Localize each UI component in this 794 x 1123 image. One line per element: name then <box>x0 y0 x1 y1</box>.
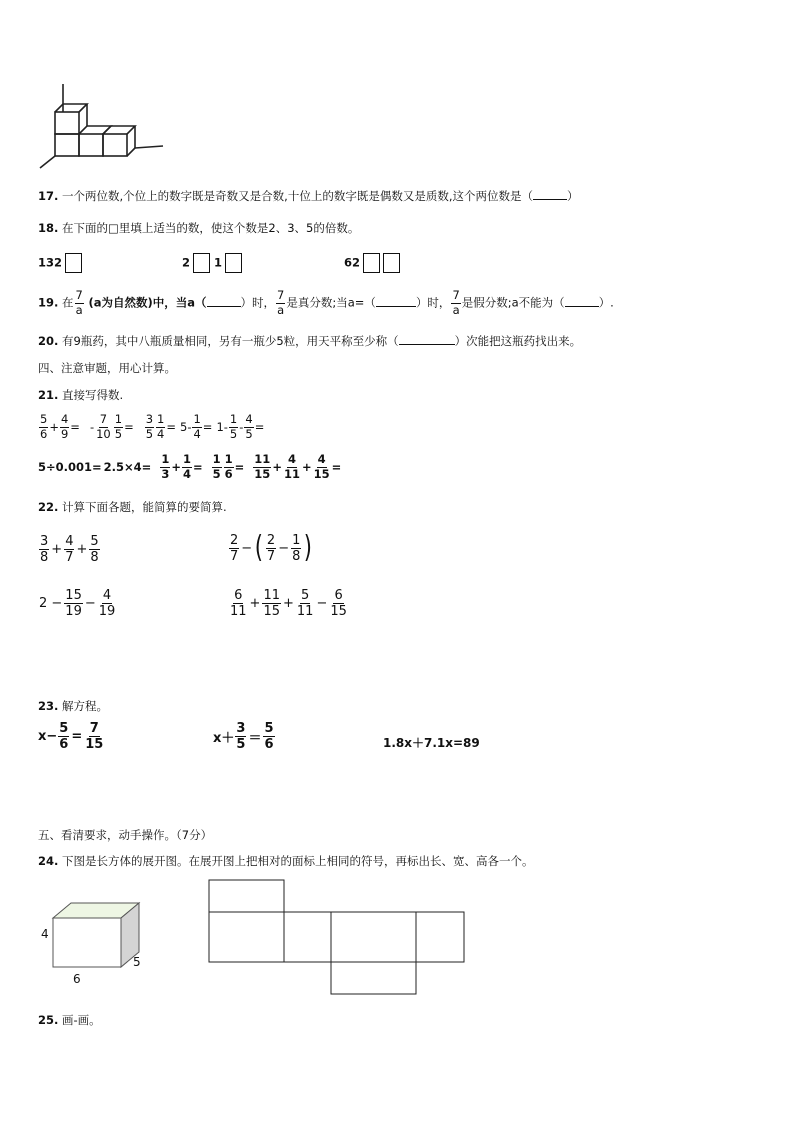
fraction: $\frac{5}{6}$ <box>264 721 274 752</box>
operator: + <box>76 542 88 557</box>
net-face-2 <box>284 912 331 962</box>
digits: 1 <box>214 255 223 270</box>
operator: + <box>249 596 261 611</box>
answer-blank[interactable] <box>207 296 241 307</box>
fraction: $\frac{11}{15}$ <box>263 588 280 619</box>
question-title: 计算下面各题，能简算的要简算. <box>62 500 227 514</box>
fraction: $\frac{1}{5}$ <box>212 452 221 481</box>
answer-blank[interactable] <box>376 296 416 307</box>
question-20 <box>38 333 581 349</box>
fraction: $\frac{1}{4}$ <box>193 412 201 441</box>
text: 2 − <box>39 596 63 611</box>
fraction: $\frac{4}{9}$ <box>60 412 69 441</box>
question-number: 22. <box>38 500 59 514</box>
fraction-7-over-a: $\frac{7}{a}$ <box>277 288 285 317</box>
answer-blank[interactable] <box>533 189 567 200</box>
question-25 <box>38 1012 101 1028</box>
equals: = <box>124 420 134 434</box>
cuboid-net[interactable] <box>207 878 469 998</box>
operator: + <box>49 420 59 434</box>
fraction: $\frac{7}{10}$ <box>96 412 111 441</box>
fraction: $\frac{2}{7}$ <box>230 532 239 564</box>
question-18 <box>38 220 359 236</box>
cuboid-length-label: 6 <box>73 972 81 986</box>
fraction: $\frac{11}{15}$ <box>254 452 271 481</box>
fraction: $\frac{5}{6}$ <box>59 721 69 752</box>
q22-calc-1 <box>38 535 101 564</box>
question-17 <box>38 188 579 204</box>
operator: + <box>171 460 181 474</box>
net-face-3 <box>331 912 416 962</box>
net-face-1 <box>209 912 284 962</box>
fraction: $\frac{1}{4}$ <box>157 412 165 441</box>
operator: + <box>51 542 63 557</box>
q22-calc-2 <box>228 530 314 565</box>
q23-equation-1 <box>38 722 105 751</box>
text: 是真分数;当a=（ <box>286 295 376 310</box>
fraction: $\frac{1}{4}$ <box>182 452 191 481</box>
question-22 <box>38 499 227 515</box>
question-number: 25. <box>38 1013 59 1027</box>
q22-calc-3 <box>38 589 117 618</box>
question-number: 21. <box>38 388 59 402</box>
text: ）时， <box>415 295 451 310</box>
question-title: 解方程。 <box>62 699 109 713</box>
q21-row-1 <box>38 414 264 440</box>
question-number: 18. <box>38 221 59 235</box>
text: x＋ <box>213 731 235 746</box>
equals: = <box>166 420 176 434</box>
fraction: $\frac{1}{6}$ <box>224 452 233 481</box>
question-number: 20. <box>38 334 59 348</box>
cuboid-height-label: 4 <box>41 927 49 941</box>
fraction: $\frac{5}{6}$ <box>40 412 48 441</box>
text: ）. <box>598 295 614 310</box>
question-text: 下图是长方体的展开图。在展开图上把相对的面标上相同的符号，再标出长、宽、高各一个。 <box>62 854 534 868</box>
question-21 <box>38 387 123 403</box>
digit-box[interactable] <box>193 253 210 273</box>
operator: − <box>278 540 290 556</box>
fraction: $\frac{3}{8}$ <box>40 534 49 565</box>
equals: ＝ <box>248 731 262 746</box>
digits: 132 <box>38 255 63 270</box>
digit-box[interactable] <box>383 253 400 273</box>
digit-box[interactable] <box>65 253 82 273</box>
operator: + <box>301 460 312 474</box>
section-4-title: 四、注意审题，用心计算。 <box>38 361 176 375</box>
question-text: 一个两位数,个位上的数字既是奇数又是合数,十位上的数字既是偶数又是质数,这个两位数是（ <box>62 189 533 203</box>
fraction: $\frac{2}{7}$ <box>266 532 276 564</box>
question-title: 直接写得数. <box>62 388 124 402</box>
digits: 62 <box>344 255 361 270</box>
operator: - <box>89 420 95 434</box>
fraction: $\frac{5}{8}$ <box>90 534 99 565</box>
net-face-top <box>209 880 284 912</box>
fraction: $\frac{3}{5}$ <box>236 721 246 752</box>
q21-row-2 <box>38 454 341 480</box>
question-text-end: ）次能把这瓶药找出来。 <box>454 334 582 348</box>
fraction: $\frac{4}{15}$ <box>313 452 330 481</box>
question-number: 24. <box>38 854 59 868</box>
fraction: $\frac{6}{11}$ <box>230 588 247 619</box>
question-text: 画-画。 <box>62 1013 101 1027</box>
fraction: $\frac{5}{11}$ <box>296 588 314 619</box>
operator: - <box>239 420 244 434</box>
question-24 <box>38 853 534 869</box>
fraction: $\frac{1}{3}$ <box>161 452 170 481</box>
equals: = <box>254 420 265 434</box>
q22-calc-4 <box>228 589 349 618</box>
q23-equation-3: 1.8x＋7.1x=89 <box>383 736 480 750</box>
question-number: 17. <box>38 189 59 203</box>
answer-blank[interactable] <box>565 296 599 307</box>
question-19 <box>38 290 614 316</box>
equals: = <box>70 420 80 434</box>
fraction: $\frac{1}{5}$ <box>114 412 123 441</box>
text: 5- <box>180 420 192 434</box>
digits: 2 <box>182 255 191 270</box>
question-text: 有9瓶药，其中八瓶质量相同，另有一瓶少5粒，用天平称至少称（ <box>62 334 399 348</box>
expression: 2.5×4= <box>103 460 152 474</box>
q18-item-1 <box>38 253 82 273</box>
right-parenthesis: ) <box>304 530 313 565</box>
question-text: 在下面的□里填上适当的数，使这个数是2、3、5的倍数。 <box>62 221 360 235</box>
q18-item-3 <box>344 253 400 273</box>
question-number: 19. <box>38 295 59 310</box>
digit-box[interactable] <box>363 253 380 273</box>
cuboid-width-label: 5 <box>133 955 141 969</box>
fraction-7-over-a: $\frac{7}{a}$ <box>75 288 83 317</box>
fraction: $\frac{4}{11}$ <box>283 452 300 481</box>
question-number: 23. <box>38 699 59 713</box>
operator: − <box>241 540 253 556</box>
cube-stack-figure <box>38 82 168 172</box>
fraction: $\frac{6}{15}$ <box>330 588 347 619</box>
fraction: $\frac{1}{8}$ <box>292 532 301 564</box>
q23-equation-2 <box>213 722 276 751</box>
fraction: $\frac{7}{15}$ <box>85 721 104 752</box>
operator: − <box>84 596 96 611</box>
equals: = <box>192 460 203 474</box>
question-23 <box>38 698 108 714</box>
net-face-4 <box>416 912 464 962</box>
fraction: $\frac{1}{5}$ <box>229 412 238 441</box>
equals: = <box>234 460 245 474</box>
expression: 5÷0.001= <box>38 460 102 474</box>
cuboid-figure <box>50 900 145 970</box>
fraction: $\frac{4}{19}$ <box>98 588 116 619</box>
answer-blank[interactable] <box>399 334 455 345</box>
equals: = <box>71 729 83 744</box>
net-face-bottom <box>331 962 416 994</box>
digit-box[interactable] <box>225 253 242 273</box>
operator: − <box>316 596 328 611</box>
text: 1- <box>216 420 228 434</box>
operator: + <box>272 460 282 474</box>
fraction: $\frac{4}{7}$ <box>65 534 74 565</box>
fraction-7-over-a: $\frac{7}{a}$ <box>452 288 460 317</box>
left-parenthesis: ( <box>254 530 264 565</box>
text: ）时， <box>240 295 276 310</box>
equals: = <box>202 420 213 434</box>
question-text-end: ） <box>567 189 579 203</box>
text: 在 <box>62 295 74 310</box>
q18-item-2 <box>182 253 242 273</box>
text: x− <box>38 729 58 744</box>
text: (a为自然数)中，当a（ <box>88 295 207 310</box>
fraction: $\frac{15}{19}$ <box>65 588 82 619</box>
text: 是假分数;a不能为（ <box>461 295 565 310</box>
section-5-title: 五、看清要求，动手操作。（7分） <box>38 828 213 842</box>
operator: + <box>283 596 294 611</box>
fraction: $\frac{3}{5}$ <box>145 412 154 441</box>
equals: = <box>331 460 342 474</box>
fraction: $\frac{4}{5}$ <box>245 412 253 441</box>
